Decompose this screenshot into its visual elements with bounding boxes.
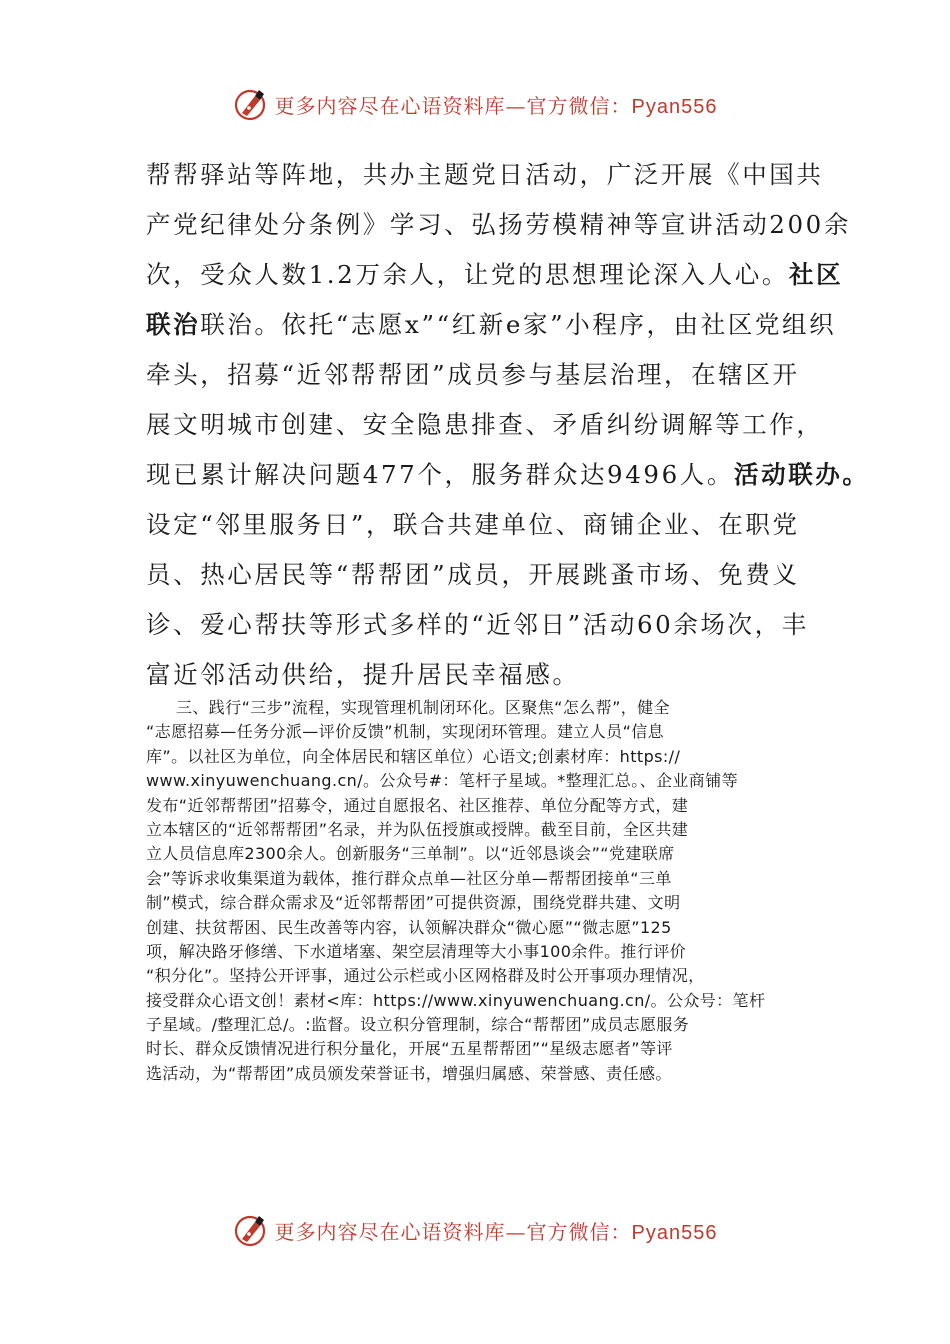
header-banner	[0, 84, 950, 124]
footer-banner	[0, 1210, 950, 1250]
text-line: 三、践行“三步”流程，实现管理机制闭环化。区聚焦“怎么帮”，健全	[176, 698, 670, 717]
wechat-id: Pyan556	[631, 1221, 718, 1244]
text-line: 诊、爱心帮扶等形式多样的“近邻日”活动60余场次，丰	[146, 610, 809, 639]
text-line: 牵头，招募“近邻帮帮团”成员参与基层治理，在辖区开	[146, 360, 800, 389]
text-line: 员、热心居民等“帮帮团”成员，开展跳蚤市场、免费义	[146, 560, 800, 589]
text-line: 库”。以社区为单位，向全体居民和辖区单位）心语文;创素材库：https://	[146, 746, 681, 766]
text-line: 联治联治。依托“志愿x”“红新e家”小程序，由社区党组织	[146, 310, 837, 339]
text-line: “志愿招募—任务分派—评价反馈”机制，实现闭环管理。建立人员“信息	[146, 722, 665, 742]
text-line: 次，受众人数1.2万余人，让党的思想理论深入人心。社区	[146, 260, 844, 289]
text-line: 立人员信息库2300余人。创新服务“三单制”。以“近邻恳谈会”“党建联席	[146, 844, 675, 864]
text-line: 发布“近邻帮帮团”招募令，通过自愿报名、社区推荐、单位分配等方式，建	[146, 795, 689, 815]
pen-nib-logo-icon	[233, 86, 269, 122]
text-line: 时长、群众反馈情况进行积分量化，开展“五星帮帮团”“星级志愿者”等评	[146, 1039, 673, 1059]
bold-heading: 活动联办。	[734, 460, 870, 489]
pen-nib-logo-icon	[233, 1212, 269, 1248]
text-line: 制”模式，综合群众需求及“近邻帮帮团”可提供资源，围绕党群共建、文明	[146, 893, 681, 913]
banner-text: 更多内容尽在心语资料库—官方微信：Pyan556	[274, 93, 718, 118]
text-line: 项，解决路牙修缮、下水道堵塞、架空层清理等大小事100余件。推行评价	[146, 941, 687, 961]
body-small-text	[146, 696, 806, 1086]
banner-text: 更多内容尽在心语资料库—官方微信：Pyan556	[274, 1219, 718, 1244]
text-line: 富近邻活动供给，提升居民幸福感。	[146, 660, 580, 689]
text-line: 产党纪律处分条例》学习、弘扬劳模精神等宣讲活动200余	[146, 210, 851, 239]
text-line: 帮帮驿站等阵地，共办主题党日活动，广泛开展《中国共	[146, 160, 824, 189]
wechat-id: Pyan556	[631, 95, 718, 118]
text-line: 设定“邻里服务日”，联合共建单位、商铺企业、在职党	[146, 510, 800, 539]
text-line: 子星域。/整理汇总/。:监督。设立积分管理制，综合“帮帮团”成员志愿服务	[146, 1015, 690, 1035]
text-line: 现已累计解决问题477个，服务群众达9496人。活动联办。	[146, 460, 870, 489]
text-line: 立本辖区的“近邻帮帮团”名录，并为队伍授旗或授牌。截至目前，全区共建	[146, 819, 689, 839]
text-line: 会”等诉求收集渠道为载体，推行群众点单—社区分单—帮帮团接单“三单	[146, 868, 672, 888]
text-line: 展文明城市创建、安全隐患排查、矛盾纠纷调解等工作，	[146, 410, 824, 439]
text-line: www.xinyuwenchuang.cn/。公众号#：笔杆子星域。*整理汇总。、企业商铺等	[146, 771, 739, 791]
bold-heading: 联治	[146, 310, 201, 339]
text-line: 接受群众心语文创！素材<库：https://www.xinyuwenchuang.cn/。公众号：笔杆	[146, 990, 766, 1010]
text-line: “积分化”。坚持公开评事，通过公示栏或小区网格群及时公开事项办理情况，	[146, 966, 705, 986]
text-line: 选活动，为“帮帮团”成员颁发荣誉证书，增强归属感、荣誉感、责任感。	[146, 1063, 672, 1083]
bold-heading: 社区	[788, 260, 844, 289]
text-line: 创建、扶贫帮困、民生改善等内容，认领解决群众“微心愿”“微志愿”125	[146, 917, 672, 937]
body-large-text	[146, 150, 870, 700]
